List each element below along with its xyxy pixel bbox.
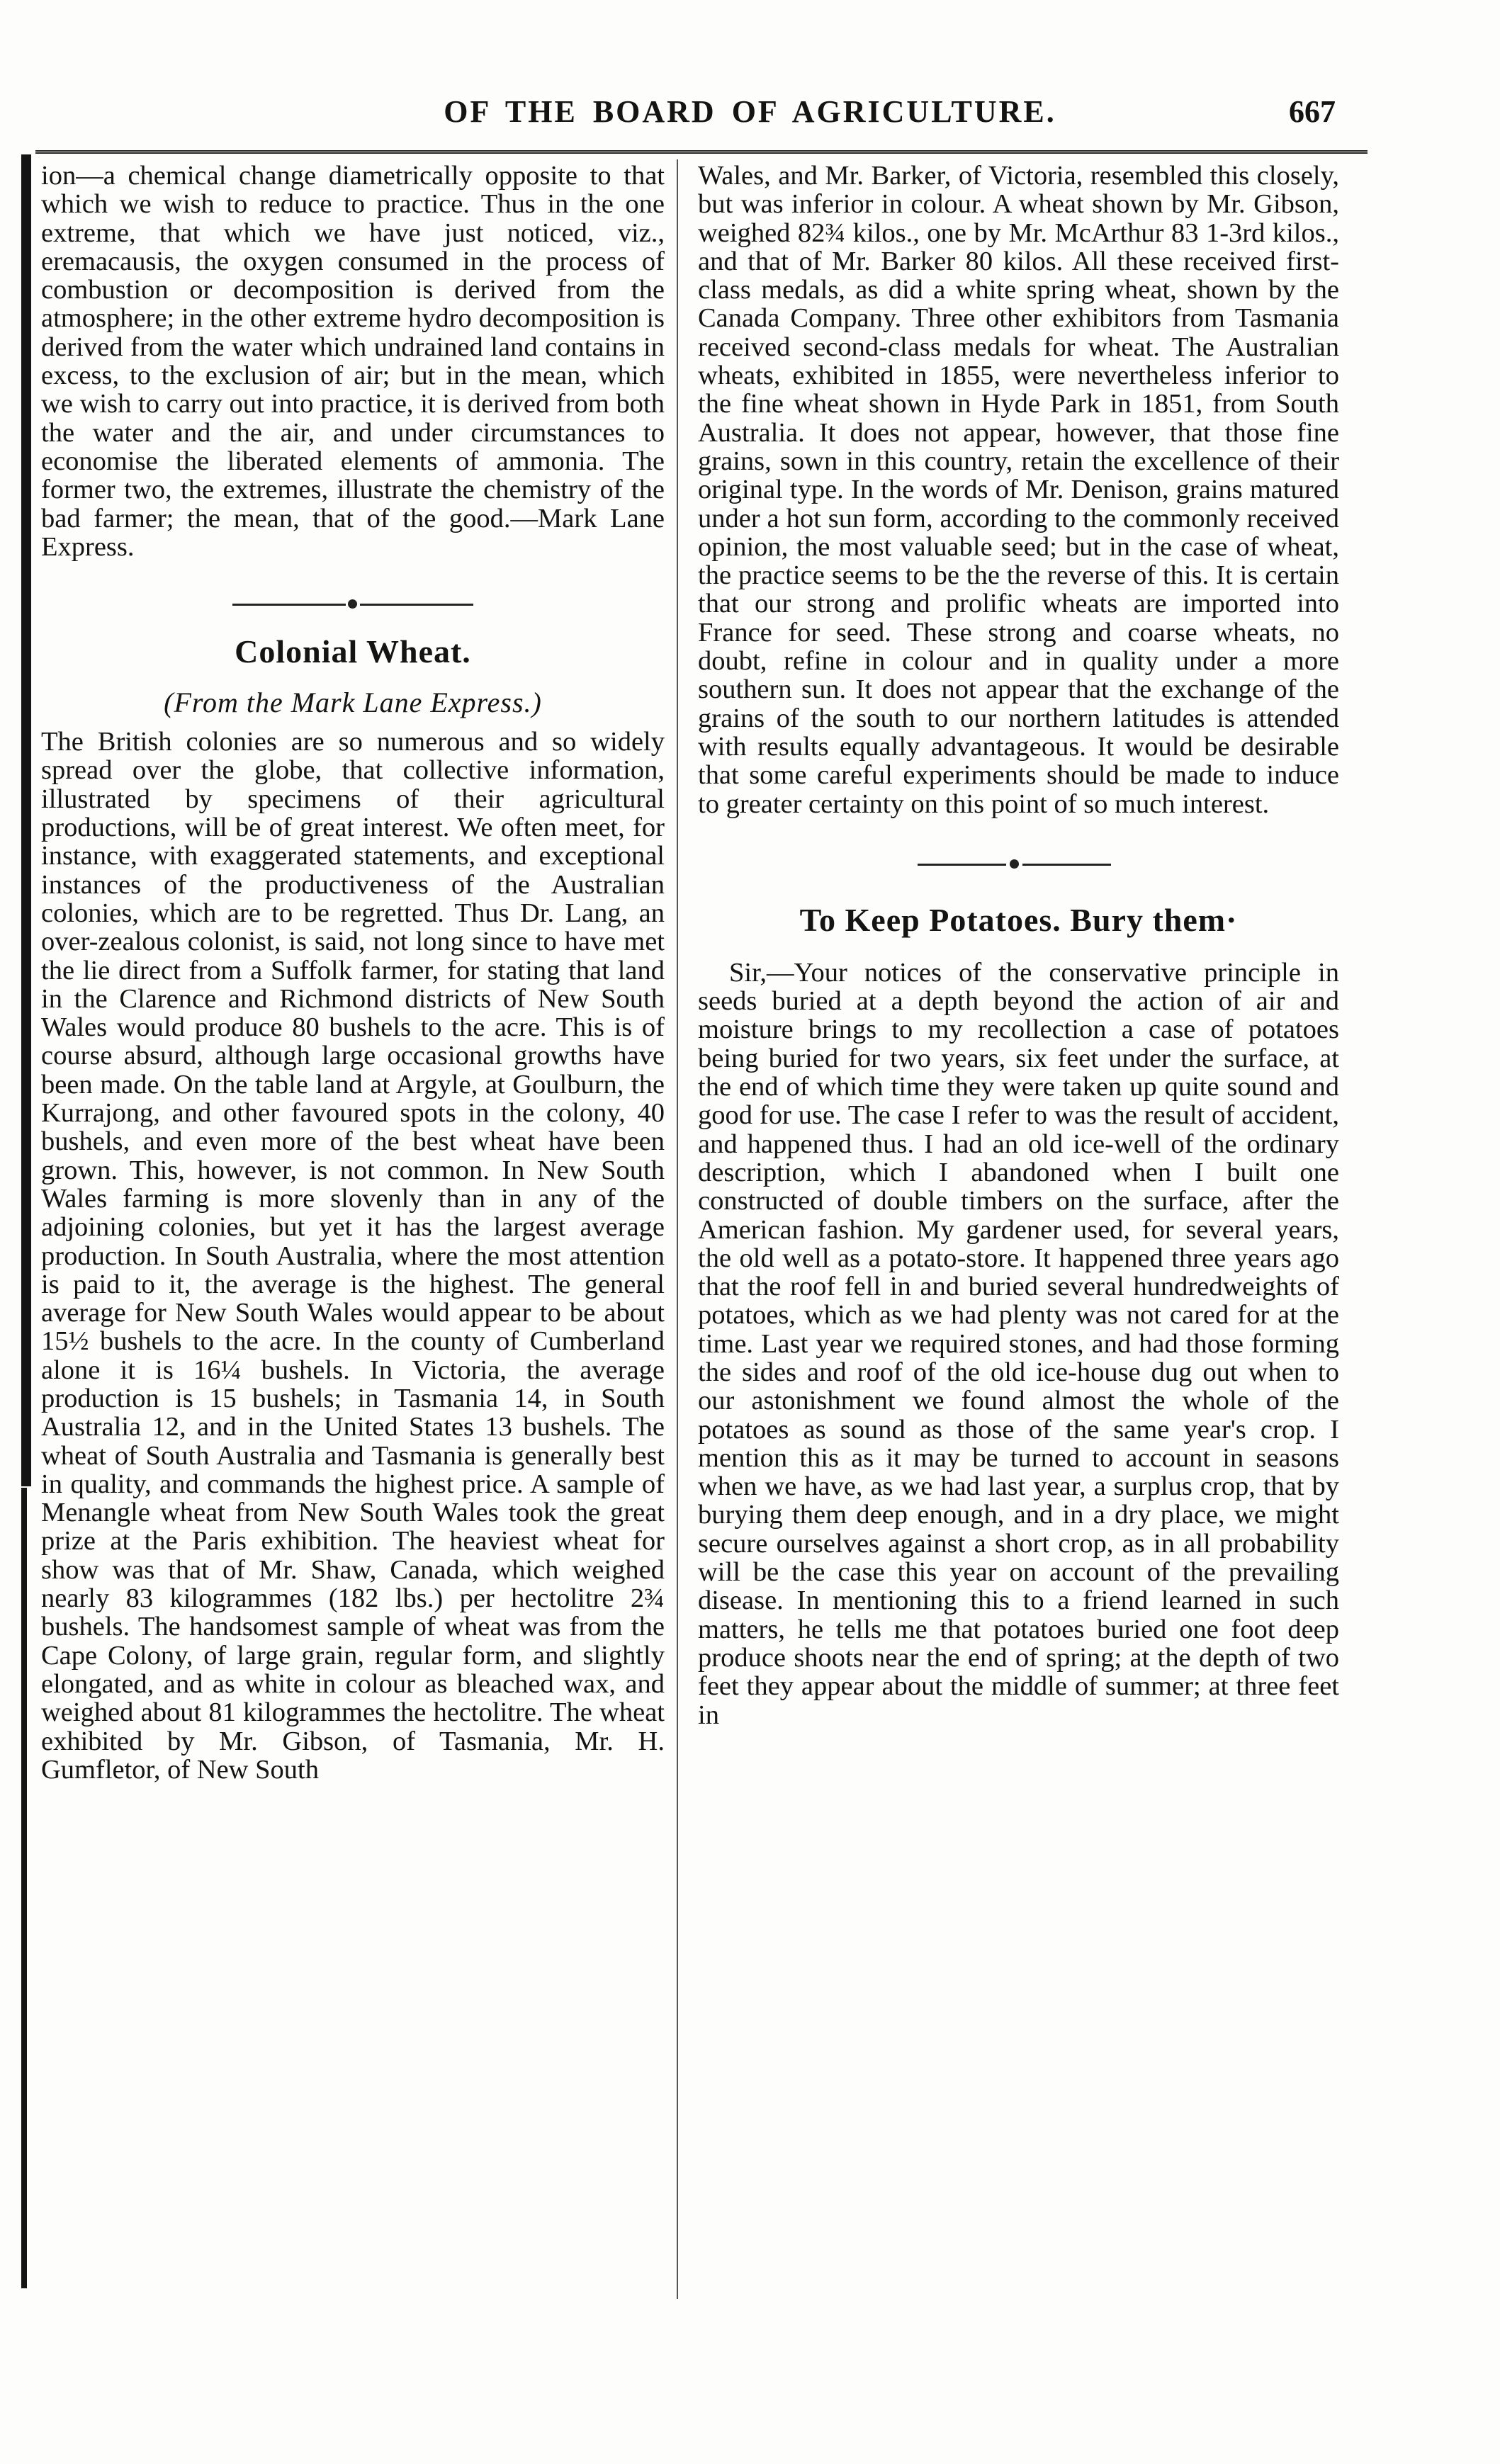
article-source: (From the Mark Lane Express.) xyxy=(164,686,542,719)
column-divider xyxy=(677,159,678,2299)
page-number: 667 xyxy=(1289,94,1336,129)
continued-paragraph: ion—a chemical change diametrically opposite to that which we wish to reduce to practice. Thus in the one extreme, that which we have just noticed, viz., eremacausis, the oxygen consumed in the process of combustion or decomposition is derived from the atmosphere; in the other extreme hydro decomposition is derived from the water which undrained land contains in excess, to the exclusion of air; but in the mean, which we wish to carry out into practice, it is derived from both the water and the air, and under circumstances to economise the liberated elements of ammonia. The former two, the extremes, illustrate the chemistry of the bad farmer; the mean, that of the good.—Mark Lane Express. xyxy=(41,161,665,562)
section-divider-ornament xyxy=(41,594,665,615)
article-body-potatoes: Sir,—Your notices of the conservative principle in seeds buried at a depth beyond the action of air and moisture brings to my recollection a case of potatoes being buried for two years, six feet under the surface, at the end of which time they were taken up quite sound and good for use. The case I refer to was the result of accident, and happened thus. I had an old ice-well of the ordinary description, which I abandoned when I built one constructed of double timbers on the surface, after the American fashion. My gardener used, for several years, the old well as a potato-store. It happened three years ago that the roof fell in and buried several hundredweights of potatoes, which as we had plenty was not cared for at the time. Last year we required stones, and had those forming the sides and roof of the old ice-house dug out when to our astonishment we found almost the whole of the potatoes as sound as those of the same year's crop. I mention this as it may be turned to account in seasons when we have, as we had last year, a surplus crop, that by burying them deep enough, and in a dry place, we might secure ourselves against a short crop, as in all probability will be the case this year on account of the prevailing disease. In mentioning this to a friend learned in such matters, he tells me that potatoes buried one foot deep produce shoots near the end of spring; at the depth of two feet they appear about the middle of summer; at three feet in xyxy=(698,957,1339,1730)
header-rule xyxy=(35,150,1368,154)
left-column xyxy=(41,162,665,1784)
article-title-colonial-wheat: Colonial Wheat. xyxy=(235,633,471,670)
right-column xyxy=(698,162,1339,1729)
running-title: OF THE BOARD OF AGRICULTURE. xyxy=(444,94,1056,129)
section-divider-ornament-right xyxy=(698,854,1339,875)
continued-paragraph-wheat: Wales, and Mr. Barker, of Victoria, resembled this closely, but was inferior in colour. A wheat shown by Mr. Gibson, weighed 82¾ kilos., one by Mr. McArthur 83 1-3rd kilos., and that of Mr. Barker 80 kilos. All these received first-class medals, as did a white spring wheat, shown by the Canada Company. Three other exhibitors from Tasmania received second-class medals for wheat. The Australian wheats, exhibited in 1855, were nevertheless inferior to the fine wheat shown in Hyde Park in 1851, from South Australia. It does not appear, however, that those fine grains, sown in this country, retain the excellence of their original type. In the words of Mr. Denison, grains matured under a hot sun form, according to the commonly received opinion, the most valuable seed; but in the case of wheat, the practice seems to be the the reverse of this. It is certain that our strong and prolific wheats are imported into France for seed. These strong and coarse wheats, no doubt, refine in colour and in quality under a more southern sun. It does not appear that the exchange of the grains of the south to our northern latitudes is attended with results equally advantageous. It would be desirable that some careful experiments should be made to induce to greater certainty on this point of so much interest. xyxy=(698,161,1339,819)
article-title-potatoes: To Keep Potatoes. Bury them· xyxy=(799,901,1238,938)
running-head xyxy=(0,94,1500,143)
binding-shadow xyxy=(21,154,31,1486)
article-body-colonial-wheat: The British colonies are so numerous and so widely spread over the globe, that collective information, illustrated by specimens of their agricultural productions, will be of great interest. We often meet, for instance, with exaggerated statements, and exceptional instances of the productiveness of the Australian colonies, which are to be regretted. Thus Dr. Lang, an over-zealous colonist, is said, not long since to have met the lie direct from a Suffolk farmer, for stating that land in the Clarence and Richmond districts of New South Wales would produce 80 bushels to the acre. This is of course absurd, although large occasional growths have been made. On the table land at Argyle, at Goulburn, the Kurrajong, and other favoured spots in the colony, 40 bushels, and even more of the best wheat have been grown. This, however, is not common. In New South Wales farming is more slovenly than in any of the adjoining colonies, but yet it has the largest average production. In South Australia, where the most attention is paid to it, the average is the highest. The general average for New South Wales would appear to be about 15½ bushels to the acre. In the county of Cumberland alone it is 16¼ bushels. In Victoria, the average production is 15 bushels; in Tasmania 14, in South Australia 12, and in the United States 13 bushels. The wheat of South Australia and Tasmania is generally best in quality, and commands the highest price. A sample of Menangle wheat from New South Wales took the great prize at the Paris exhibition. The heaviest wheat for show was that of Mr. Shaw, Canada, which weighed nearly 83 kilogrammes (182 lbs.) per hectolitre 2¾ bushels. The handsomest sample of wheat was from the Cape Colony, of large grain, regular form, and slightly elongated, and as white in colour as bleached wax, and weighed about 81 kilogrammes the hectolitre. The wheat exhibited by Mr. Gibson, of Tasmania, Mr. H. Gumfletor, of New South xyxy=(41,727,665,1785)
binding-shadow-lower xyxy=(21,1488,27,2288)
